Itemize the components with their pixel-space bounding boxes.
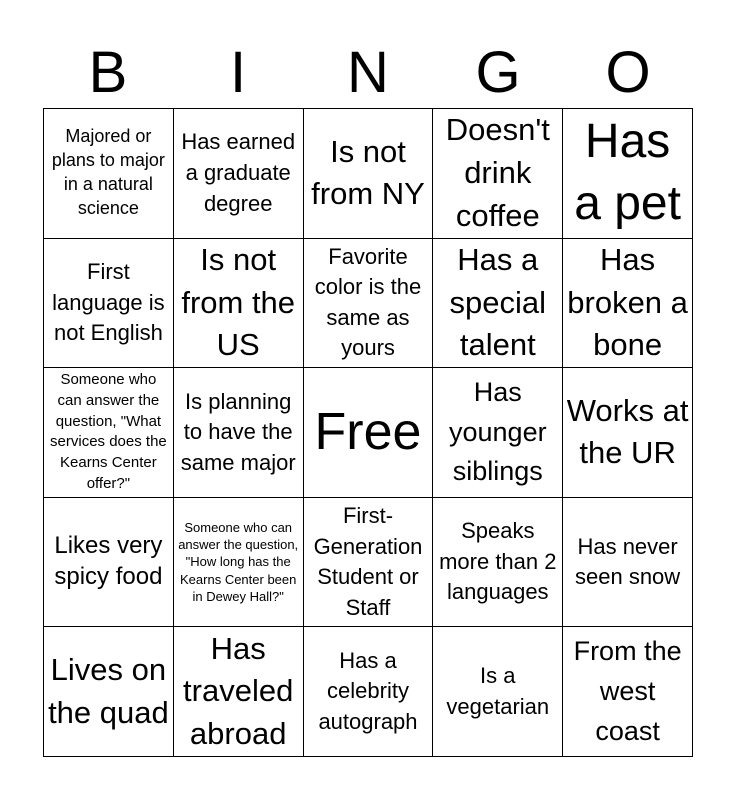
bingo-cell [44, 498, 174, 628]
bingo-header [43, 40, 693, 106]
header-letter-i: I [229, 40, 247, 105]
bingo-cell [44, 627, 174, 757]
cell-text: Someone who can answer the question, "What services does the Kearns Center offer?" [50, 371, 167, 492]
cell-text: Has younger siblings [449, 376, 547, 487]
bingo-cell [433, 239, 563, 369]
bingo-cell [304, 368, 434, 498]
bingo-cell [174, 368, 304, 498]
bingo-cell [174, 627, 304, 757]
cell-text: Free [314, 403, 422, 462]
cell-text: Has a pet [574, 114, 681, 231]
bingo-cell [304, 627, 434, 757]
cell-text: First-Generation Student or Staff [313, 502, 423, 620]
cell-text: Is not from the US [181, 241, 296, 363]
cell-text: Is not from NY [311, 133, 425, 212]
bingo-cell [563, 109, 693, 239]
bingo-cell [304, 498, 434, 628]
cell-text: Has traveled abroad [183, 630, 294, 752]
cell-text: Doesn't drink coffee [445, 112, 550, 233]
cell-text: Likes very spicy food [54, 532, 163, 591]
bingo-cell [563, 498, 693, 628]
cell-text: Speaks more than 2 languages [439, 518, 557, 605]
cell-text: Has earned a graduate degree [181, 129, 296, 216]
cell-text: Is a vegetarian [446, 663, 550, 719]
bingo-cell [44, 368, 174, 498]
bingo-cell [563, 239, 693, 369]
header-letter-b: B [88, 40, 128, 105]
bingo-board [43, 108, 693, 757]
bingo-cell [44, 109, 174, 239]
cell-text: First language is not English [52, 259, 165, 346]
cell-text: Someone who can answer the question, "How long has the Kearns Center been in Dewey Hall?" [178, 519, 299, 605]
cell-text: Works at the UR [566, 392, 689, 471]
bingo-cell [433, 498, 563, 628]
cell-text: Majored or plans to major in a natural science [51, 126, 165, 219]
bingo-cell [174, 109, 304, 239]
bingo-cell [433, 109, 563, 239]
bingo-cell [563, 627, 693, 757]
bingo-cell [174, 239, 304, 369]
cell-text: Has a celebrity autograph [318, 647, 418, 734]
cell-text: Has broken a bone [567, 241, 688, 363]
cell-text: Has a special talent [449, 241, 547, 363]
cell-text: Favorite color is the same as yours [314, 243, 422, 361]
header-letter-o: O [605, 40, 651, 105]
bingo-cell [433, 627, 563, 757]
cell-text: From the west coast [573, 635, 682, 746]
bingo-cell [174, 498, 304, 628]
bingo-cell [433, 368, 563, 498]
bingo-cell [304, 109, 434, 239]
bingo-cell [563, 368, 693, 498]
header-letter-g: G [475, 40, 521, 105]
cell-text: Has never seen snow [575, 533, 681, 590]
bingo-cell [304, 239, 434, 369]
cell-text: Is planning to have the same major [180, 388, 296, 475]
header-letter-n: N [347, 40, 389, 105]
bingo-cell [44, 239, 174, 369]
cell-text: Lives on the quad [48, 651, 169, 730]
